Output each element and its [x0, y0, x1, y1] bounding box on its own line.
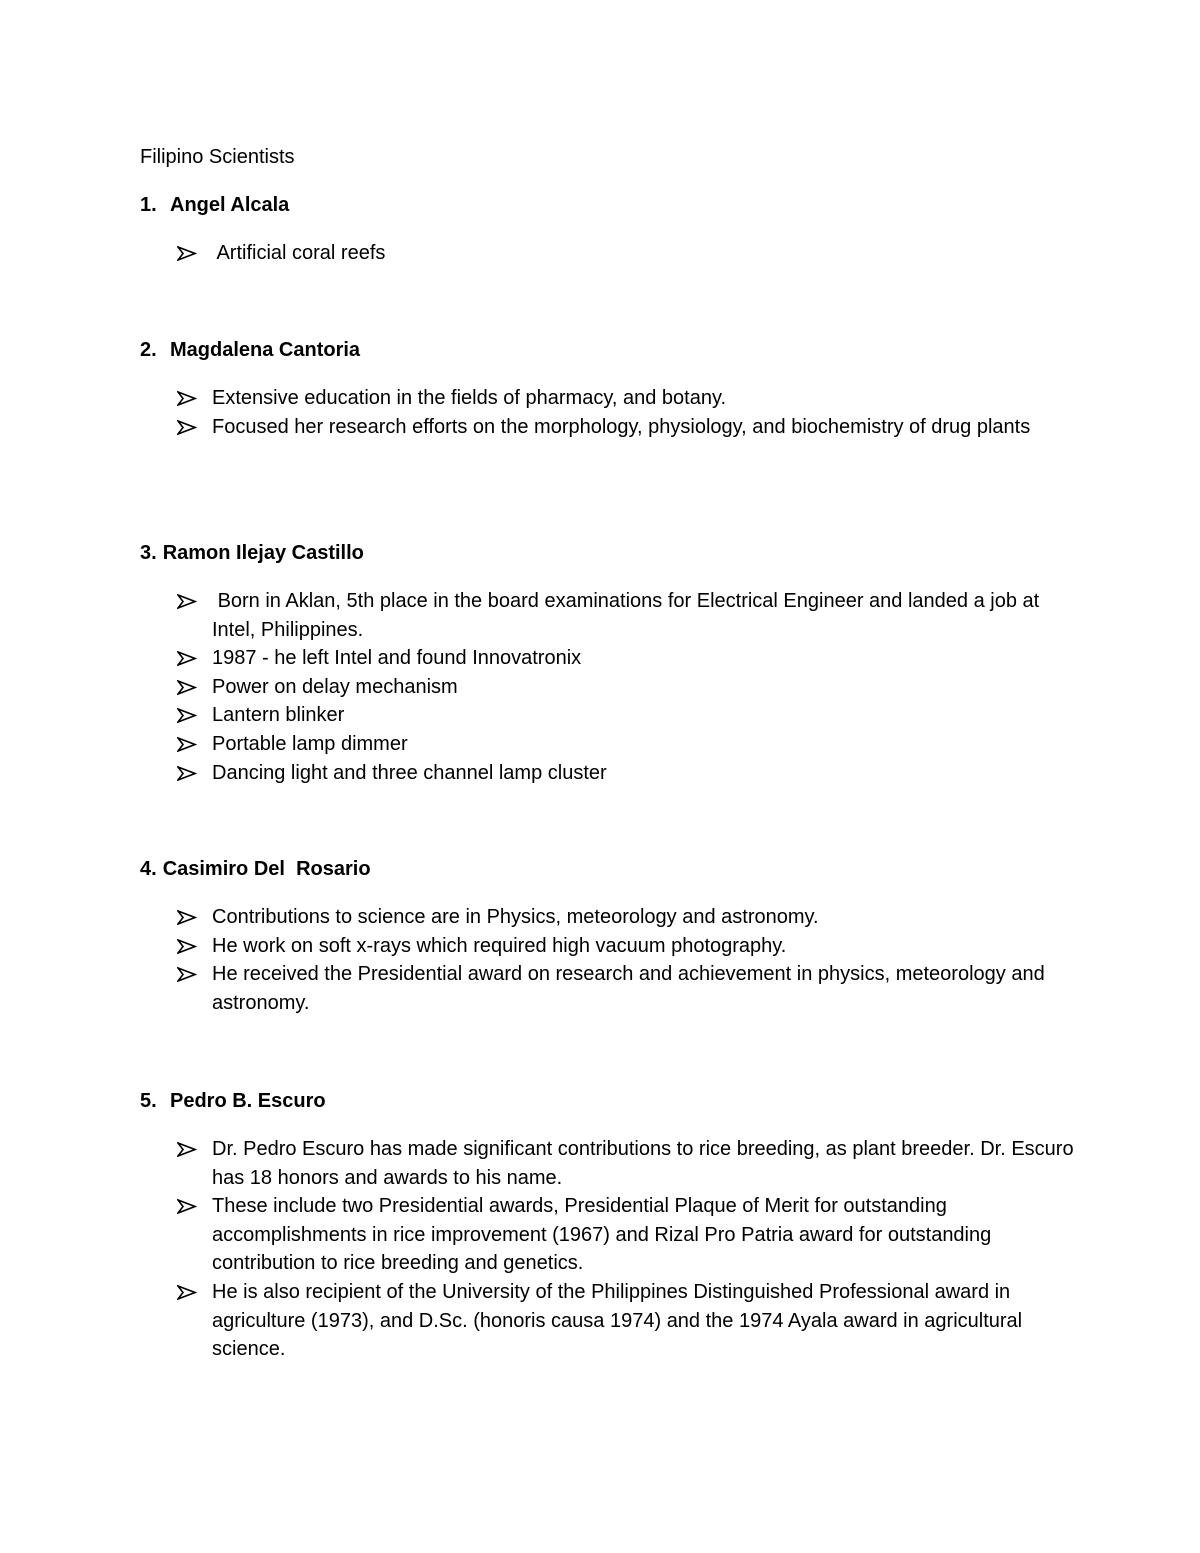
bullet-text: 1987 - he left Intel and found Innovatronix	[212, 647, 582, 670]
arrow-bullet-icon	[177, 759, 197, 787]
list-item	[140, 644, 1080, 673]
bullet-text: Lantern blinker	[212, 704, 345, 727]
arrow-bullet-icon	[177, 413, 197, 441]
section-number: 1.	[140, 194, 157, 216]
arrow-bullet-icon	[177, 673, 197, 701]
scientist-name: Angel Alcala	[170, 194, 290, 216]
bullet-text: These include two Presidential awards, Presidential Plaque of Merit for outstanding accomplishments in rice improvement (1967) and Rizal Pro Patria award for outstanding contribution to rice breeding and genetics.	[212, 1195, 992, 1275]
list-item	[140, 384, 1080, 413]
bullet-text: He work on soft x-rays which required high vacuum photography.	[212, 934, 787, 957]
scientist-heading	[140, 336, 1080, 364]
bullet-text: Extensive education in the fields of pharmacy, and botany.	[212, 387, 727, 409]
bullet-list	[140, 239, 1080, 268]
arrow-bullet-icon	[177, 932, 197, 960]
scientist-section-5	[140, 1087, 1080, 1364]
arrow-bullet-icon	[177, 960, 197, 988]
scientist-section-2	[140, 336, 1080, 441]
section-number: 2.	[140, 339, 157, 361]
list-item	[140, 1135, 1080, 1192]
bullet-list	[140, 1135, 1080, 1364]
bullet-text: Artificial coral reefs	[212, 242, 386, 264]
scientist-heading	[140, 1087, 1080, 1115]
bullet-text: Dancing light and three channel lamp cluster	[212, 761, 607, 784]
scientist-heading	[140, 855, 1080, 883]
section-number: 3.	[140, 542, 157, 564]
scientist-section-1	[140, 191, 1080, 268]
scientist-heading	[140, 191, 1080, 219]
list-item	[140, 730, 1080, 759]
arrow-bullet-icon	[177, 644, 197, 672]
list-item	[140, 759, 1080, 788]
bullet-text: Contributions to science are in Physics, meteorology and astronomy.	[212, 906, 819, 928]
arrow-bullet-icon	[177, 239, 197, 267]
scientist-section-3	[140, 539, 1080, 787]
list-item	[140, 239, 1080, 268]
list-item	[140, 413, 1080, 442]
document-title: Filipino Scientists	[140, 146, 295, 168]
arrow-bullet-icon	[177, 1192, 197, 1220]
arrow-bullet-icon	[177, 384, 197, 412]
bullet-text: Dr. Pedro Escuro has made significant contributions to rice breeding, as plant breeder. Dr. Escuro has 18 honors and awards to his name.	[212, 1138, 1074, 1189]
arrow-bullet-icon	[177, 903, 197, 931]
arrow-bullet-icon	[177, 1278, 197, 1306]
arrow-bullet-icon	[177, 730, 197, 758]
list-item	[140, 903, 1080, 932]
bullet-text: He received the Presidential award on research and achievement in physics, meteorology and astronomy.	[212, 963, 1045, 1014]
bullet-text: Born in Aklan, 5th place in the board examinations for Electrical Engineer and landed a job at Intel, Philippines.	[212, 590, 1045, 641]
list-item	[140, 932, 1080, 961]
list-item	[140, 1278, 1080, 1364]
list-item	[140, 673, 1080, 702]
scientist-heading	[140, 539, 1080, 567]
list-item	[140, 960, 1080, 1017]
list-item	[140, 587, 1080, 644]
scientist-name: Pedro B. Escuro	[170, 1090, 326, 1112]
arrow-bullet-icon	[177, 1135, 197, 1163]
bullet-text: He is also recipient of the University of the Philippines Distinguished Professional award in agriculture (1973), and D.Sc. (honoris causa 1974) and the 1974 Ayala award in agricultural science.	[212, 1280, 1023, 1361]
scientist-name: Magdalena Cantoria	[170, 339, 361, 361]
scientist-section-4	[140, 855, 1080, 1017]
section-number: 4.	[140, 858, 157, 880]
bullet-list	[140, 384, 1080, 441]
arrow-bullet-icon	[177, 587, 197, 615]
bullet-list	[140, 587, 1080, 787]
bullet-text: Portable lamp dimmer	[212, 732, 408, 755]
arrow-bullet-icon	[177, 701, 197, 729]
scientist-name: Casimiro Del Rosario	[162, 858, 371, 880]
scientist-name: Ramon Ilejay Castillo	[162, 542, 364, 564]
section-number: 5.	[140, 1090, 157, 1112]
bullet-list	[140, 903, 1080, 1017]
list-item	[140, 701, 1080, 730]
bullet-text: Power on delay mechanism	[212, 675, 458, 698]
list-item	[140, 1192, 1080, 1278]
bullet-text: Focused her research efforts on the morphology, physiology, and biochemistry of drug plants	[212, 415, 1031, 438]
